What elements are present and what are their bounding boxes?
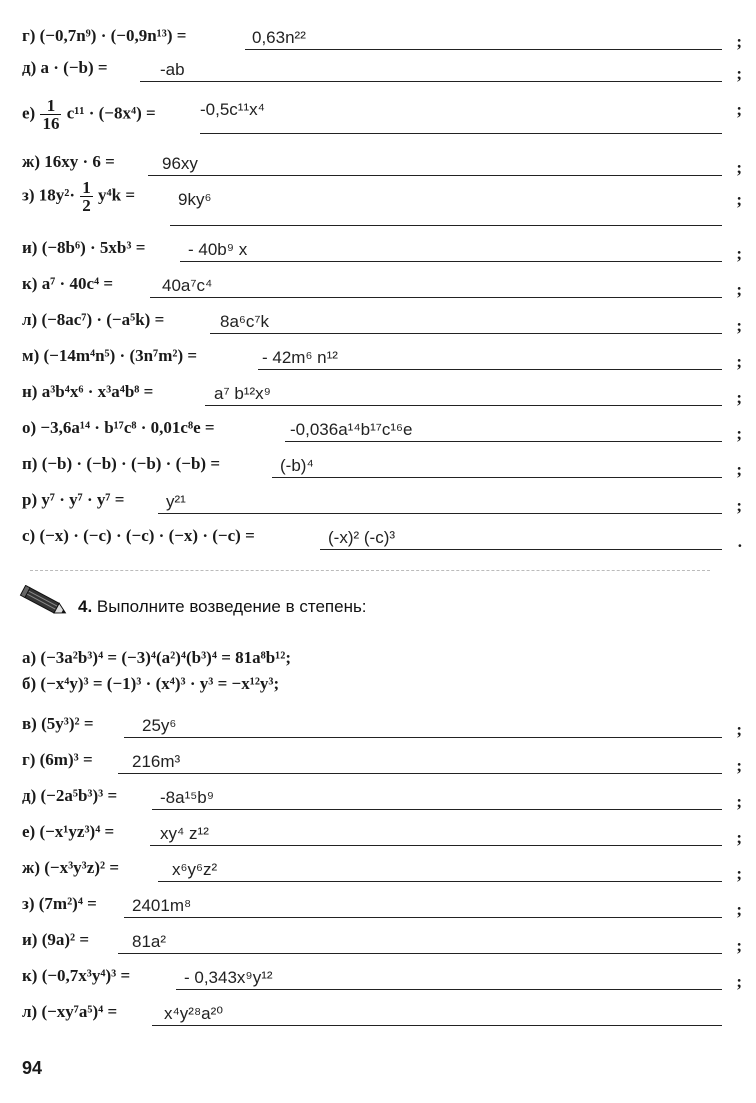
exercise-label: м) (−14m⁴n⁵) · (3n⁷m²) = xyxy=(22,346,198,365)
exercise-label: с) (−x) · (−c) · (−c) · (−x) · (−c) = xyxy=(22,526,255,545)
exercise-label: р) y⁷ · y⁷ · y⁷ = xyxy=(22,490,125,509)
exercise-row-r xyxy=(0,478,756,514)
label-suffix: y⁴k = xyxy=(98,185,136,205)
punctuation: ; xyxy=(736,900,742,919)
exercise-label xyxy=(22,179,135,214)
exercise-label: и) (−8b⁶) · 5xb³ = xyxy=(22,238,146,257)
section-heading xyxy=(78,597,367,617)
fraction xyxy=(80,179,93,214)
punctuation: ; xyxy=(736,496,742,515)
exercise-label: л) (−8ac⁷) · (−a⁵k) = xyxy=(22,310,165,329)
exercise-label: г) (−0,7n⁹) · (−0,9n¹³) = xyxy=(22,26,187,45)
section-title: Выполните возведение в степень: xyxy=(96,597,367,616)
punctuation: ; xyxy=(736,828,742,847)
answer-text[interactable]: x⁴y²⁸a²⁰ xyxy=(164,1004,224,1023)
worked-example-a: а) (−3a²b³)⁴ = (−3)⁴(a²)⁴(b³)⁴ = 81a⁸b¹²; xyxy=(22,648,292,667)
exercise-row-k4 xyxy=(0,954,756,990)
exercise-row-e xyxy=(0,86,756,134)
exercise-row-p xyxy=(0,442,756,478)
exercise-label: и) (9a)² = xyxy=(22,930,90,949)
exercise-row-z4 xyxy=(0,882,756,918)
exercise-row-g xyxy=(0,14,756,50)
answer-text[interactable]: 25y⁶ xyxy=(142,716,177,735)
exercise-row-g4 xyxy=(0,738,756,774)
exercise-row-l4 xyxy=(0,990,756,1026)
worked-example-b: б) (−x⁴y)³ = (−1)³ · (x⁴)³ · y³ = −x¹²y³; xyxy=(22,674,280,693)
punctuation: ; xyxy=(736,158,742,177)
answer-text[interactable]: -0,5c¹¹x⁴ xyxy=(200,100,265,119)
punctuation: ; xyxy=(736,64,742,83)
punctuation: ; xyxy=(736,352,742,371)
exercise-label: о) −3,6a¹⁴ · b¹⁷c⁸ · 0,01c⁸e = xyxy=(22,418,215,437)
exercise-label: в) (5y³)² = xyxy=(22,714,94,733)
punctuation: ; xyxy=(736,244,742,263)
exercise-row-l xyxy=(0,298,756,334)
fraction-denominator: 16 xyxy=(42,114,60,133)
answer-text[interactable]: a⁷ b¹²x⁹ xyxy=(214,384,271,403)
exercise-row-zh4 xyxy=(0,846,756,882)
exercise-label: н) a³b⁴x⁶ · x³a⁴b⁸ = xyxy=(22,382,154,401)
answer-text[interactable]: 2401m⁸ xyxy=(132,896,192,915)
divider xyxy=(30,570,710,571)
punctuation: ; xyxy=(736,424,742,443)
answer-text[interactable]: 96xy xyxy=(162,154,198,173)
answer-line[interactable] xyxy=(140,81,722,82)
answer-line[interactable] xyxy=(152,1025,722,1026)
exercise-row-k xyxy=(0,262,756,298)
punctuation: ; xyxy=(736,864,742,883)
label-prefix: з) 18y²· xyxy=(22,185,76,205)
exercise-label: к) a⁷ · 40c⁴ = xyxy=(22,274,114,293)
exercise-label: з) (7m²)⁴ = xyxy=(22,894,97,913)
page-number: 94 xyxy=(22,1058,43,1078)
answer-text[interactable]: 216m³ xyxy=(132,752,181,771)
answer-text[interactable]: 9ky⁶ xyxy=(178,190,212,209)
label-prefix: е) xyxy=(22,103,36,123)
answer-text[interactable]: 81a² xyxy=(132,932,167,951)
exercise-row-zh xyxy=(0,140,756,176)
answer-line[interactable] xyxy=(320,549,722,550)
exercise-label: ж) (−x³y³z)² = xyxy=(22,858,120,877)
punctuation: ; xyxy=(736,32,742,51)
answer-text[interactable]: - 42m⁶ n¹² xyxy=(262,348,338,367)
exercise-row-v xyxy=(0,702,756,738)
answer-text[interactable]: (-x)² (-c)³ xyxy=(328,528,396,547)
answer-text[interactable]: 0,63n²² xyxy=(252,28,306,47)
exercise-row-d4 xyxy=(0,774,756,810)
pencil-icon xyxy=(18,585,70,624)
answer-text[interactable]: - 40b⁹ x xyxy=(188,240,248,259)
punctuation: ; xyxy=(736,792,742,811)
answer-line[interactable] xyxy=(148,175,722,176)
exercise-label: к) (−0,7x³y⁴)³ = xyxy=(22,966,131,985)
answer-line[interactable] xyxy=(200,133,722,134)
exercise-row-e4 xyxy=(0,810,756,846)
punctuation: ; xyxy=(736,936,742,955)
exercise-row-i xyxy=(0,226,756,262)
answer-text[interactable]: 40a⁷c⁴ xyxy=(162,276,213,295)
punctuation: ; xyxy=(736,316,742,335)
exercise-label: л) (−xy⁷a⁵)⁴ = xyxy=(22,1002,118,1021)
exercise-row-o xyxy=(0,406,756,442)
exercise-label xyxy=(22,97,156,132)
punctuation: ; xyxy=(736,756,742,775)
exercise-label: ж) 16xy · 6 = xyxy=(22,152,115,171)
exercise-label: е) (−x¹yz³)⁴ = xyxy=(22,822,115,841)
exercise-label: г) (6m)³ = xyxy=(22,750,93,769)
punctuation: ; xyxy=(736,460,742,479)
punctuation: . xyxy=(737,532,742,551)
punctuation: ; xyxy=(736,190,742,209)
exercise-label: п) (−b) · (−b) · (−b) · (−b) = xyxy=(22,454,221,473)
exercise-label: д) a · (−b) = xyxy=(22,58,108,77)
section-number: 4. xyxy=(78,597,93,616)
exercise-row-d xyxy=(0,46,756,82)
punctuation: ; xyxy=(736,972,742,991)
exercise-label: д) (−2a⁵b³)³ = xyxy=(22,786,118,805)
exercise-row-z xyxy=(0,178,756,226)
exercise-row-s xyxy=(0,514,756,550)
answer-text[interactable]: x⁶y⁶z² xyxy=(172,860,218,879)
answer-text[interactable]: 8a⁶c⁷k xyxy=(220,312,270,331)
label-suffix: c¹¹ · (−8x⁴) = xyxy=(66,103,156,123)
fraction xyxy=(40,97,61,132)
answer-text[interactable]: xy⁴ z¹² xyxy=(160,824,209,843)
punctuation: ; xyxy=(736,720,742,739)
fraction-numerator: 1 xyxy=(40,97,61,115)
fraction-denominator: 2 xyxy=(82,196,91,215)
punctuation: ; xyxy=(736,100,742,119)
exercise-row-m xyxy=(0,334,756,370)
answer-text[interactable]: -ab xyxy=(160,60,185,79)
answer-text[interactable]: -8a¹⁵b⁹ xyxy=(160,788,215,807)
answer-text[interactable]: -0,036a¹⁴b¹⁷c¹⁶e xyxy=(290,420,413,439)
punctuation: ; xyxy=(736,388,742,407)
answer-text[interactable]: - 0,343x⁹y¹² xyxy=(184,968,273,987)
exercise-row-n xyxy=(0,370,756,406)
punctuation: ; xyxy=(736,280,742,299)
answer-text[interactable]: y²¹ xyxy=(166,492,186,511)
fraction-numerator: 1 xyxy=(82,178,91,197)
answer-text[interactable]: (-b)⁴ xyxy=(280,456,314,475)
exercise-row-i4 xyxy=(0,918,756,954)
